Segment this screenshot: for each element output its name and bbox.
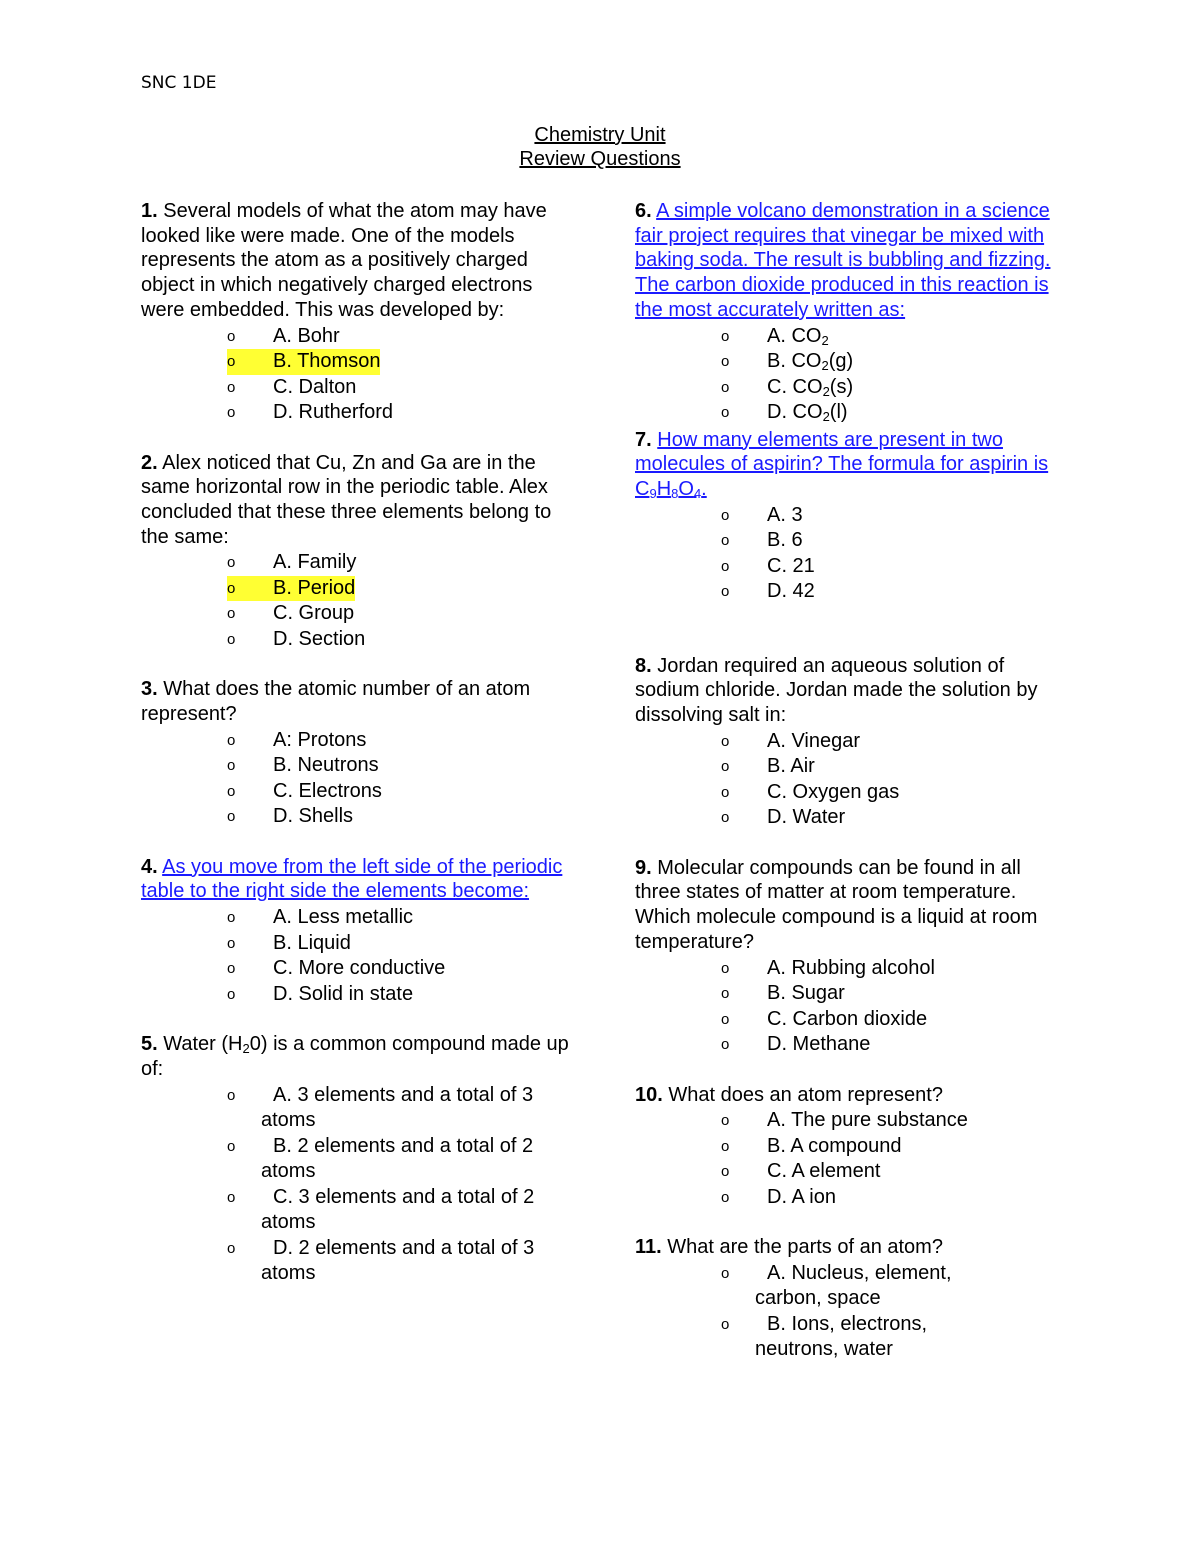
bullet-icon: o	[721, 1137, 730, 1155]
bullet-icon: o	[227, 985, 236, 1003]
question-2	[141, 451, 581, 653]
question-text: Water (H	[157, 1033, 243, 1056]
option-c: o C. $CO_2(s)$	[721, 375, 854, 399]
bullet-icon: o	[227, 960, 236, 978]
option-c: o C. Dalton	[141, 375, 581, 401]
bullet-icon: o	[227, 404, 236, 422]
question-7	[635, 428, 1065, 605]
question-6	[635, 199, 1065, 426]
bullet-icon: o	[227, 353, 236, 371]
bullet-icon: o	[721, 532, 730, 550]
option-c: o C. Carbon dioxide	[635, 1007, 1065, 1033]
option-a: o A. 3	[635, 503, 1065, 529]
option-c: o C. More conductive	[141, 956, 581, 982]
bullet-icon: o	[721, 378, 730, 396]
bullet-icon: o	[227, 731, 236, 749]
option-a: o A. Nucleus, element, carbon, space	[721, 1261, 952, 1310]
question-10	[635, 1083, 1065, 1211]
question-link-text[interactable]: How many elements are present in two molecules of aspirin? The formula for aspirin is $C_9H_8O_4$.	[635, 428, 1049, 501]
document-title: Chemistry Unit	[534, 124, 666, 146]
question-9	[635, 856, 1065, 1058]
option-b: o B. Air	[635, 754, 1065, 780]
bullet-icon: o	[721, 557, 730, 575]
question-11	[635, 1235, 1065, 1363]
bullet-icon: o	[227, 605, 236, 623]
question-number: 1.	[141, 200, 158, 222]
bullet-icon: o	[227, 757, 236, 775]
bullet-icon: o	[227, 378, 236, 396]
option-b: o B. Liquid	[141, 931, 581, 957]
question-8	[635, 654, 1065, 831]
bullet-icon: o	[721, 732, 730, 750]
option-b-highlighted: o B. Thomson	[141, 349, 581, 375]
bullet-icon: o	[721, 758, 730, 776]
option-b: o B. 2 elements and a total of 2 atoms	[227, 1134, 534, 1183]
question-number: 11.	[635, 1236, 662, 1259]
question-4	[141, 855, 581, 1007]
bullet-icon: o	[227, 1137, 236, 1155]
option-c: o C. Oxygen gas	[635, 780, 1065, 806]
option-c: o C. A element	[635, 1159, 1065, 1185]
question-number: 10.	[635, 1083, 663, 1106]
bullet-icon: o	[227, 934, 236, 952]
bullet-icon: o	[721, 783, 730, 801]
bullet-icon: o	[721, 327, 730, 345]
question-number: 9.	[635, 856, 652, 879]
question-number: 5.	[141, 1033, 158, 1056]
option-a: o A. Less metallic	[141, 905, 581, 931]
option-b: o B. 6	[635, 528, 1065, 554]
bullet-icon: o	[721, 959, 730, 977]
bullet-icon: o	[227, 327, 236, 345]
question-text: Jordan required an aqueous solution of sodium chloride. Jordan made the solution by dissolving salt in:	[635, 654, 1038, 727]
bullet-icon: o	[227, 1086, 236, 1104]
bullet-icon: o	[227, 1188, 236, 1206]
bullet-icon: o	[721, 404, 730, 422]
option-d: o D. Solid in state	[141, 982, 581, 1008]
bullet-icon: o	[227, 909, 236, 927]
option-c: o C. 21	[635, 554, 1065, 580]
document-subtitle: Review Questions	[519, 148, 681, 170]
bullet-icon: o	[721, 1112, 730, 1130]
course-code-header: SNC 1DE	[141, 73, 217, 93]
question-text: What are the parts of an atom?	[661, 1236, 943, 1259]
bullet-icon: o	[721, 1264, 730, 1282]
option-d: o D. 2 elements and a total of 3 atoms	[227, 1236, 535, 1285]
option-b: o B. A compound	[635, 1134, 1065, 1160]
bullet-icon: o	[721, 1163, 730, 1181]
question-number: 2.	[141, 451, 158, 474]
left-column	[141, 199, 581, 1312]
option-b: o B. Neutrons	[141, 753, 581, 779]
bullet-icon: o	[721, 583, 730, 601]
bullet-icon: o	[721, 985, 730, 1003]
bullet-icon: o	[227, 1239, 236, 1257]
option-a: o A. $CO_2$	[721, 324, 829, 348]
bullet-icon: o	[227, 579, 236, 597]
bullet-icon: o	[227, 630, 236, 648]
question-number: 4.	[141, 855, 158, 878]
option-d: o D. Shells	[141, 804, 581, 830]
option-b: o B. Ions, electrons, neutrons, water	[721, 1312, 928, 1361]
bullet-icon: o	[721, 1315, 730, 1333]
option-b: o B. $CO_2(g)$	[721, 350, 854, 374]
option-c: o C. Group	[141, 601, 581, 627]
option-d: o D. Water	[635, 805, 1065, 831]
question-number: 7.	[635, 428, 652, 451]
question-text: Several models of what the atom may have looked like were made. One of the models represents the atom as a positively charged object in which negatively charged electrons were embedded. This was developed by:	[141, 200, 547, 321]
bullet-icon: o	[227, 782, 236, 800]
question-link-text[interactable]: A simple volcano demonstration in a science fair project requires that vinegar be mixed with baking soda. The result is bubbling and fizzing. The carbon dioxide produced in this reaction is the most accurately written as:	[635, 200, 1051, 321]
question-number: 6.	[635, 200, 652, 222]
option-a: o A. Rubbing alcohol	[635, 956, 1065, 982]
option-a: o A. The pure substance	[635, 1108, 1065, 1134]
option-d: o D. Section	[141, 627, 581, 653]
option-d: o D. 42	[635, 579, 1065, 605]
question-5: 5. Water $(H_20)$ is a common compound made up of: o A. 3 elements and a total of 3 atoms o B. 2 elements and a total of 2 atoms o C. 3 elements and a total of 2 atoms o D. 2 elements and a total of 3 atoms	[141, 1032, 581, 1286]
question-text: Alex noticed that Cu, Zn and Ga are in the same horizontal row in the periodic table. Alex concluded that these three elements belong to the same:	[141, 451, 552, 548]
option-a: o A. 3 elements and a total of 3 atoms	[227, 1083, 534, 1132]
question-3	[141, 677, 581, 829]
option-a: o A: Protons	[141, 728, 581, 754]
option-a: o A. Bohr	[141, 324, 581, 350]
right-column	[635, 199, 1065, 1388]
bullet-icon: o	[721, 1010, 730, 1028]
bullet-icon: o	[227, 808, 236, 826]
option-c: o C. 3 elements and a total of 2 atoms	[227, 1185, 535, 1234]
bullet-icon: o	[721, 809, 730, 827]
option-b: o B. Sugar	[635, 981, 1065, 1007]
question-1	[141, 199, 581, 426]
option-c: o C. Electrons	[141, 779, 581, 805]
option-d: o D. $CO_2(l)$	[721, 401, 848, 425]
question-text: What does the atomic number of an atom represent?	[141, 678, 531, 726]
question-text: What does an atom represent?	[662, 1083, 943, 1106]
option-a: o A. Vinegar	[635, 729, 1065, 755]
option-a: o A. Family	[141, 550, 581, 576]
question-number: 8.	[635, 654, 652, 677]
bullet-icon: o	[721, 506, 730, 524]
question-text: Molecular compounds can be found in all three states of matter at room temperature. Which molecule compound is a liquid at room temperature?	[635, 856, 1038, 953]
option-d: o D. Methane	[635, 1032, 1065, 1058]
bullet-icon: o	[227, 554, 236, 572]
bullet-icon: o	[721, 1188, 730, 1206]
option-d: o D. Rutherford	[141, 400, 581, 426]
question-number: 3.	[141, 678, 158, 701]
bullet-icon: o	[721, 1036, 730, 1054]
option-b-highlighted: o B. Period	[141, 576, 581, 602]
question-link-text[interactable]: As you move from the left side of the periodic table to the right side the elements become:	[141, 855, 563, 903]
bullet-icon: o	[721, 353, 730, 371]
option-d: o D. A ion	[635, 1185, 1065, 1211]
